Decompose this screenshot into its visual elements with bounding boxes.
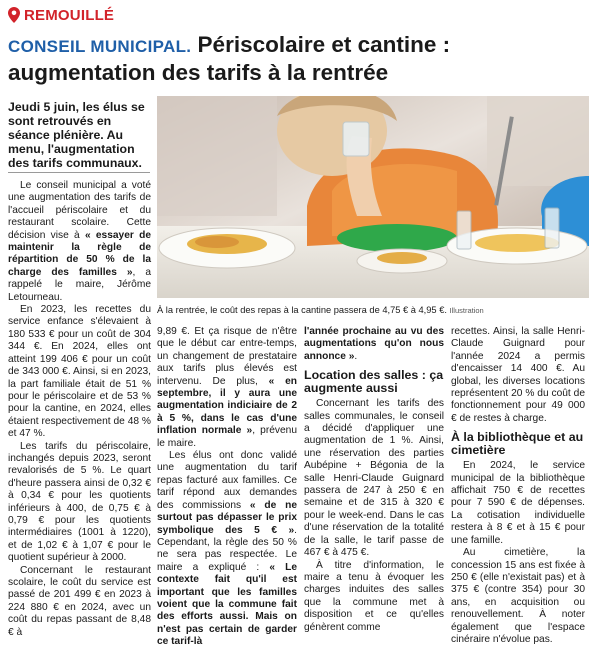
paragraph: 9,89 €. Et ça risque de n'être que le début car entre-temps, un changement de prestataire aux tarifs plus élevés est intervenu. De plus, « en septembre, il y aura une augmentation indiciaire de 2 à 5 %, dans le cas d'une inflation normale », prévenu le maire. — [157, 326, 297, 449]
paragraph: Les tarifs du périscolaire, inchangés depuis 2023, seront revalorisés de 5 %. Le quart d'heure passera ainsi de 0,32 € à 0,34 € pour les quotients inférieurs à 400, de 0,75 € à 0,79 € pour les quotients intermédiaires (1001 à 1220), et de 1,02 € à 1,07 € pour le quotient supérieur à 2000. — [8, 440, 151, 564]
paragraph: À titre d'information, le maire a tenu à évoquer les charges induites des salles que la commune met à disposition et ce qu'elles génèrent comme — [304, 559, 444, 633]
paragraph: Le conseil municipal a voté une augmentation des tarifs de l'accueil périscolaire et du restaurant scolaire. Cette décision vise à « essayer de maintenir la règle de répartition de 50 % de la charge des familles », a rappelé le maire, Jérôme Letourneau. — [8, 180, 152, 303]
paragraph: Au cimetière, la concession 15 ans est fixée à 250 € (elle n'existait pas) et à 375 € (contre 354) pour 30 ans, en acquisition ou renouvellement. À noter également que l'espace cinéraire n'évolue pas. — [451, 547, 585, 645]
paragraph: En 2024, le service municipal de la bibliothèque affichait 750 € de recettes pour 7 590 € de dépenses. La cotisation individuelle restera à 8 € et à 15 € pour une famille. — [451, 460, 585, 546]
caption-text: À la rentrée, le coût des repas à la cantine passera de 4,75 € à 4,95 €. — [157, 305, 447, 315]
divider — [8, 172, 150, 173]
paragraph: l'année prochaine au vu des augmentations qu'on nous annonce ». — [304, 326, 444, 362]
paragraph: Concernant le restaurant scolaire, le coût du service est passé de 201 499 € en 2023 à 224 880 € en 2024, avec un coût du repas passant de 8,48 € à — [8, 564, 151, 638]
article-photo — [157, 96, 589, 298]
subheading-salles: Location des salles : ça augmente aussi — [304, 368, 444, 396]
article-column-3 — [304, 326, 444, 634]
article-title: Périscolaire et cantine : augmentation des tarifs à la rentrée — [8, 32, 451, 85]
location-pin-icon — [8, 7, 20, 23]
location-kicker — [8, 6, 114, 24]
paragraph: recettes. Ainsi, la salle Henri-Claude Guignard pour l'année 2024 a permis d'encaisser 14 400 €. Au global, les diverses locations représentent 20 % du coût de fonctionnement pour 49 000 € de restes à charge. — [451, 326, 585, 424]
location-label: REMOUILLÉ — [24, 6, 115, 24]
paragraph: En 2023, les recettes du service enfance s'élevaient à 180 533 € pour un coût de 304 344 €. En 2024, elles ont atteint 199 406 € pour un coût de 343 000 €. Ainsi, si en 2023, la part familiale était de 51 % pour le périscolaire et de 53 % pour la cantine, en 2024, elles étaient respectivement de 48 % et 47 %. — [8, 304, 151, 440]
section-label: CONSEIL MUNICIPAL. — [8, 37, 192, 56]
article-lead: Jeudi 5 juin, les élus se sont retrouvés en séance plénière. Au menu, l'augmentation des tarifs communaux. — [8, 100, 145, 170]
photo-caption — [157, 304, 587, 317]
article-column-2 — [157, 326, 297, 649]
article-column-4 — [451, 326, 585, 646]
subheading-bibliotheque: À la bibliothèque et au cimetière — [451, 430, 584, 458]
photo-credit: Illustration — [449, 306, 484, 315]
paragraph: Les élus ont donc validé une augmentation du tarif repas facturé aux familles. Ce tarif répond aux demandes des commissions « de ne surtout pas dépasser le prix symbolique des 5 € ». Cependant, la règle des 50 % ne sera pas respectée. Le maire a expliqué : « Le contexte fait qu'il est important que les familles voient que la commune fait des efforts aussi. Mais on n'est pas certain de garder ce tarif-là — [157, 450, 298, 648]
article-headline — [8, 32, 583, 86]
paragraph: Concernant les tarifs des salles communales, le conseil a décidé d'appliquer une augmentation de 1 %. Ainsi, une réservation des parties Aubépine + Bégonia de la salle Henri-Claude Guignard passera de 247 à 250 € en semaine et de 315 à 320 € pour le week-end. Dans le cas d'une réservation de la totalité de la salle, le tarif passe de 467 € à 475 €. — [304, 398, 444, 559]
article-column-1 — [8, 180, 151, 639]
